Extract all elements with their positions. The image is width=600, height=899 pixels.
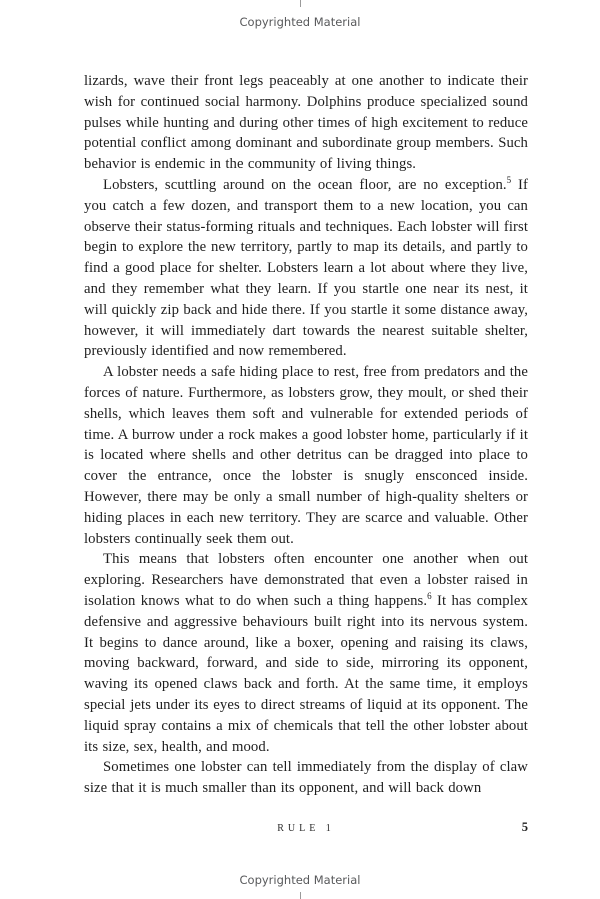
copyright-notice-bottom: Copyrighted Material (239, 873, 361, 887)
top-crop-mark (300, 0, 301, 7)
running-head: RULE 1 (277, 823, 335, 834)
paragraph: lizards, wave their front legs peaceably at one another to indicate their wish for continued social harmony. Dolphins produce specialized sound pulses while hunting and during other times of high excitement to reduce potential conflict among dominant and subordinate group members. Such behavior is endemic in the community of living things. (84, 73, 528, 173)
paragraph: This means that lobsters often encounter one another when out exploring. Researchers have demonstrated that even a lobster raised in isolation knows what to do when such a thing happens.$^6$ It has complex defensive and aggressive behaviours built right into its nervous system. It begins to dance around, like a boxer, opening and raising its claws, moving backward, forward, and side to side, mirroring its opponent, waving its opened claws back and forth. At the same time, it employs special jets under its eyes to direct streams of liquid at its opponent. The liquid spray contains a mix of chemicals that tell the other lobster about its size, sex, health, and mood. (84, 551, 528, 755)
paragraph: Lobsters, scuttling around on the ocean floor, are no exception.$^5$ If you catch a few dozen, and transport them to a new location, you can observe their status-forming rituals and techniques. Each lobster will first begin to explore the new territory, partly to map its details, and partly to find a good place for shelter. Lobsters learn a lot about where they live, and they remember what they learn. If you startle one near its nest, it will quickly zip back and hide there. If you startle it some distance away, however, it will immediately dart towards the nearest suitable shelter, previously identified and now remembered. (84, 175, 528, 360)
bottom-crop-mark (300, 892, 301, 899)
footnote-marker: 6 (427, 591, 432, 602)
paragraph: Sometimes one lobster can tell immediately from the display of claw size that it is much smaller than its opponent, and will back down (84, 759, 528, 797)
body-text (84, 71, 528, 799)
page-number: 5 (521, 820, 528, 834)
page-footer (84, 820, 528, 838)
footnote-marker: 5 (506, 175, 512, 186)
copyright-notice-top: Copyrighted Material (239, 15, 361, 29)
paragraph: A lobster needs a safe hiding place to rest, free from predators and the forces of nature. Furthermore, as lobsters grow, they moult, or shed their shells, which leaves them soft and vulnerable for extended periods of time. A burrow under a rock makes a good lobster home, particularly if it is located where shells and other detritus can be dragged into place to cover the entrance, once the lobster is snugly ensconced inside. However, there may be only a small number of high-quality shelters or hiding places in each new territory. They are scarce and valuable. Other lobsters continually seek them out. (84, 364, 528, 547)
